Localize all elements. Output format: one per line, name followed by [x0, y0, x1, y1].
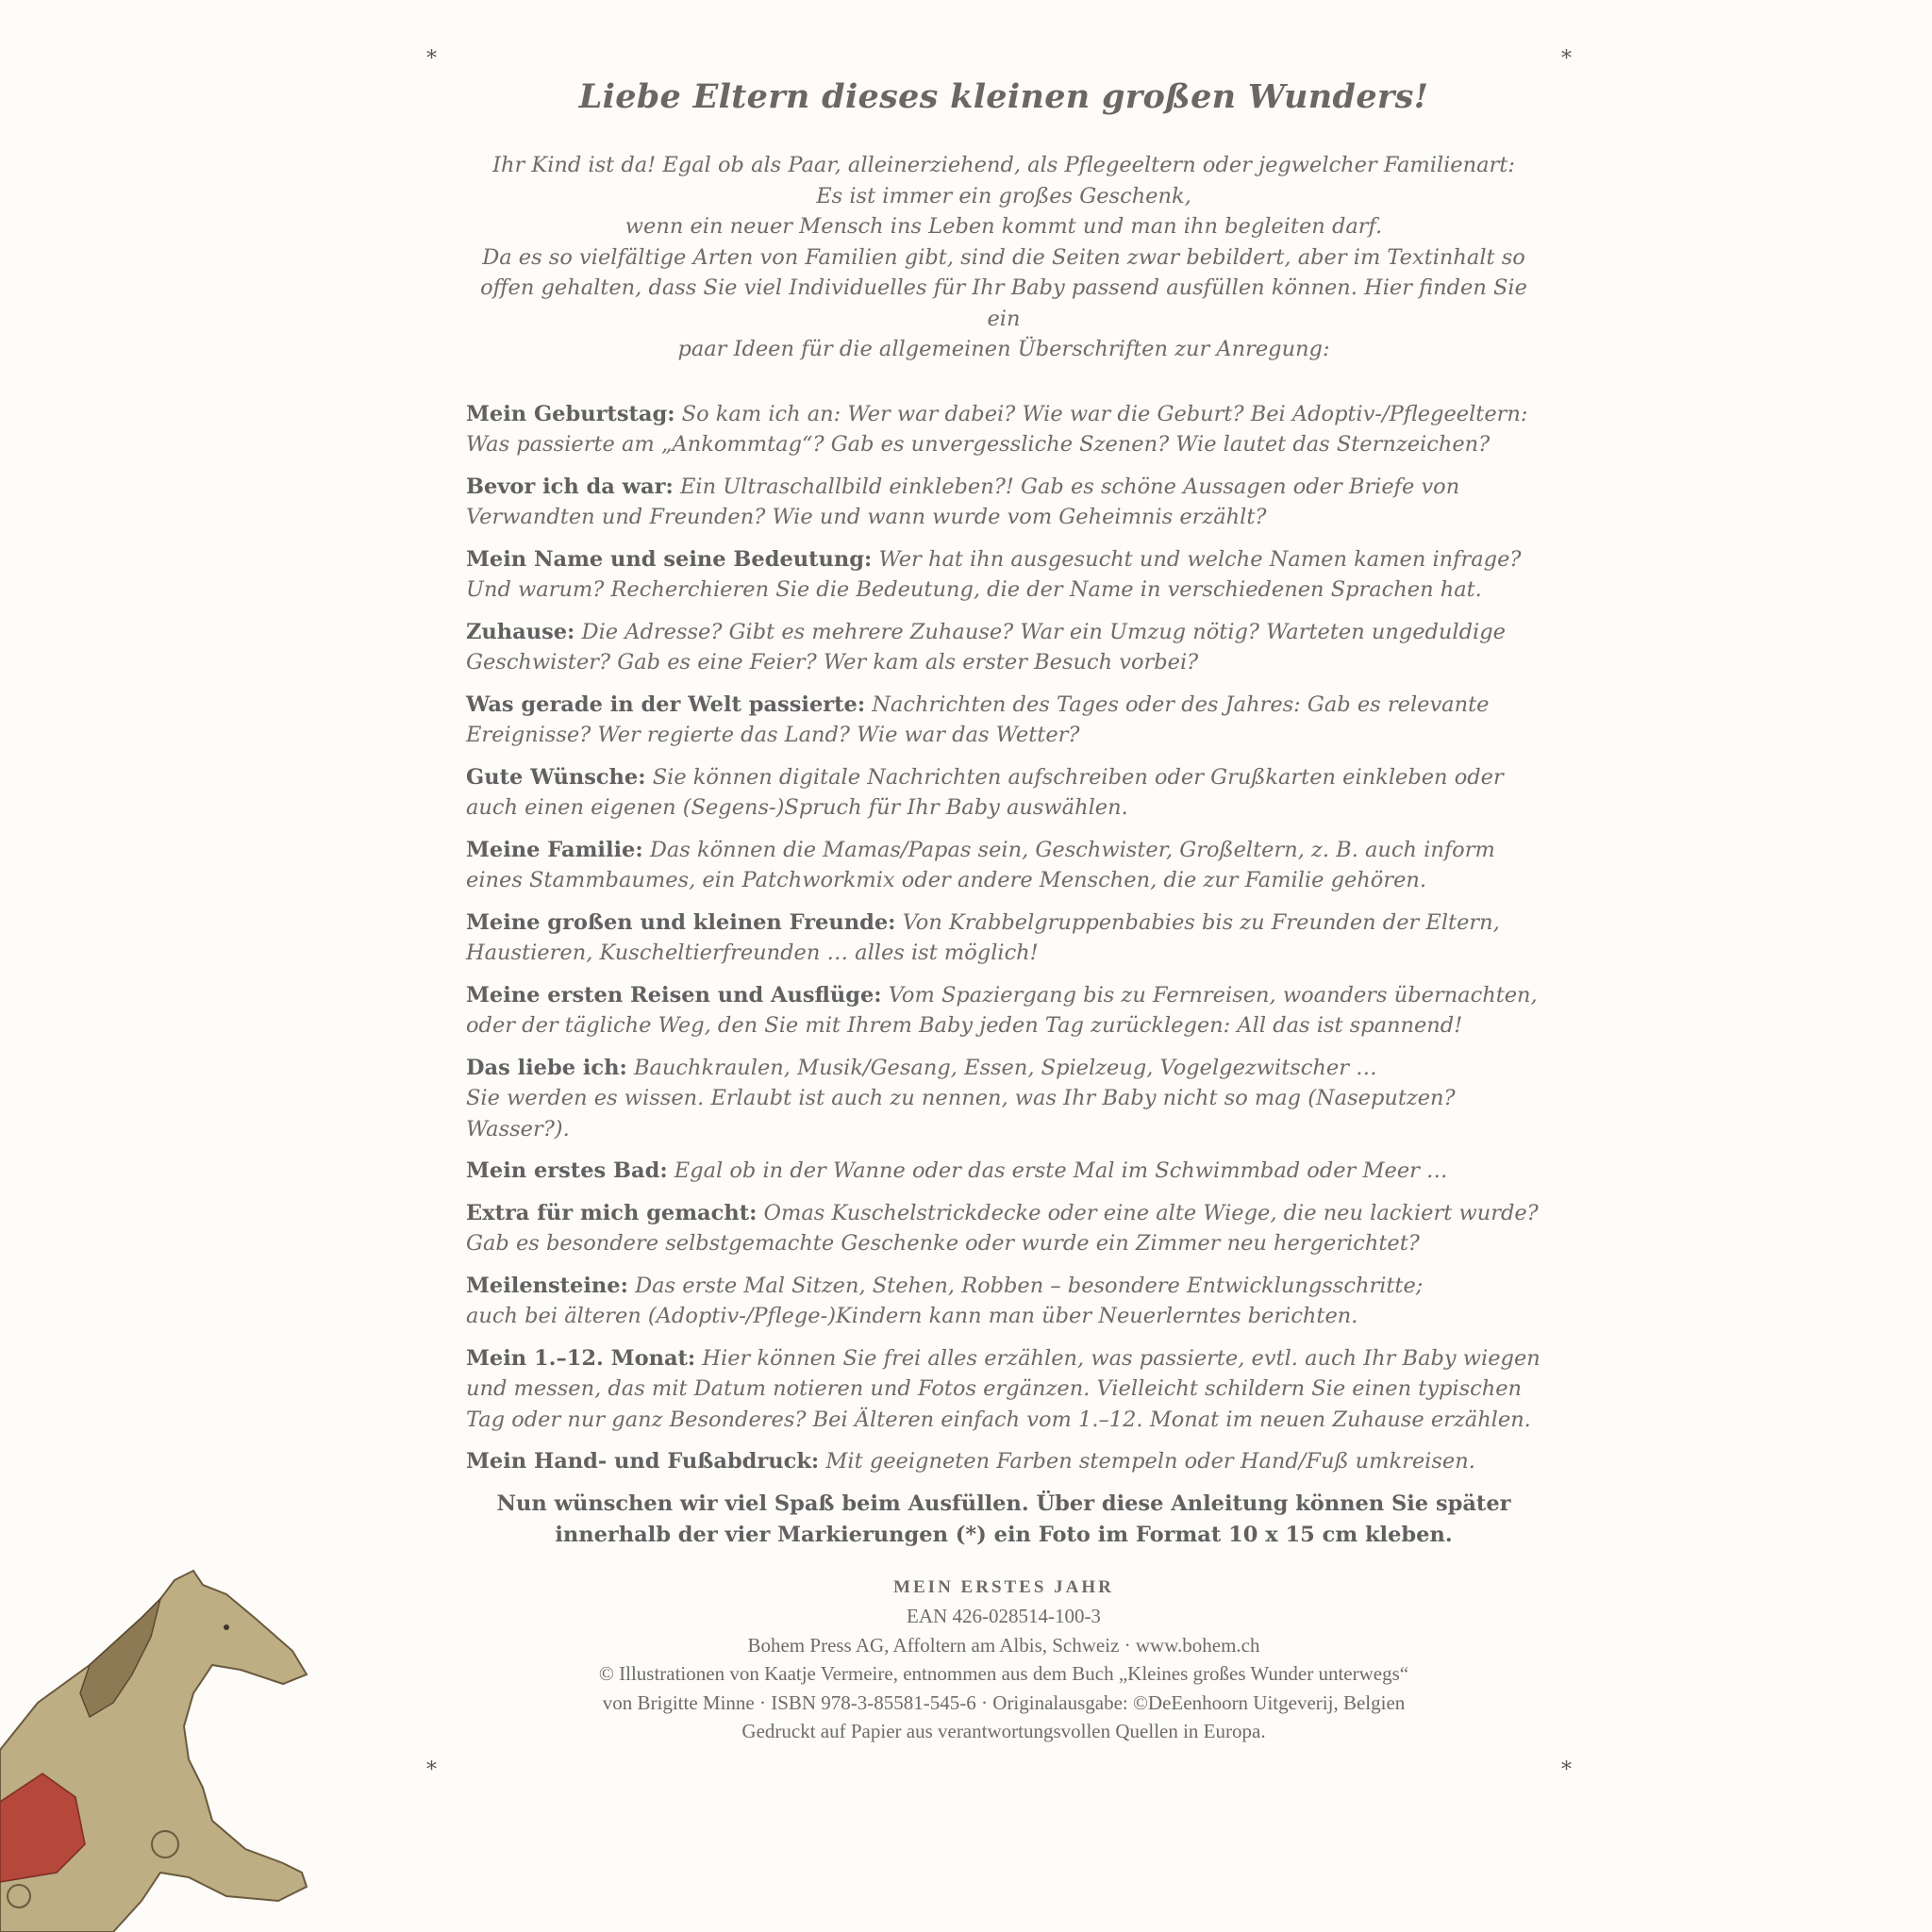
heading-idea-line: [466, 472, 1541, 503]
heading-idea: [466, 980, 1541, 1041]
heading-idea-text: Ereignisse? Wer regierte das Land? Wie war das Wetter?: [466, 723, 1080, 747]
heading-idea: [466, 617, 1541, 678]
heading-idea-text: Und warum? Recherchieren Sie die Bedeutung, die der Name in verschiedenen Sprachen hat.: [466, 577, 1482, 602]
heading-idea-text: Egal ob in der Wanne oder das erste Mal im Schwimmbad oder Meer …: [674, 1158, 1448, 1183]
intro-paragraph: [466, 150, 1541, 365]
heading-idea: [466, 1446, 1541, 1477]
heading-idea: [466, 908, 1541, 969]
printing-note: Gedruckt auf Papier aus verantwortungsvollen Quellen in Europa.: [741, 1720, 1266, 1742]
ean-code: EAN 426-028514-100-3: [907, 1605, 1101, 1627]
heading-idea: [466, 1343, 1541, 1436]
closing-line: innerhalb der vier Markierungen (*) ein Foto im Format 10 x 15 cm kleben.: [555, 1522, 1453, 1547]
heading-idea-text: Wer hat ihn ausgesucht und welche Namen kamen infrage?: [878, 546, 1522, 572]
heading-idea-line: [466, 617, 1541, 648]
heading-idea-line: [466, 835, 1541, 866]
heading-idea-text: Das erste Mal Sitzen, Stehen, Robben – besondere Entwicklungsschritte;: [635, 1273, 1424, 1298]
intro-line: offen gehalten, dass Sie viel Individuelles für Ihr Baby passend ausfüllen können. Hier finden Sie ein: [480, 275, 1527, 331]
photo-corner-mark: *: [426, 1758, 437, 1782]
author-isbn-line: von Brigitte Minne · ISBN 978-3-85581-545-6 · Originalausgabe: ©DeEenhoorn Uitgeverij, Belgien: [602, 1690, 1406, 1714]
intro-line: Ihr Kind ist da! Egal ob als Paar, alleinerziehend, als Pflegeeltern oder jegwelcher Familienart:: [492, 153, 1515, 177]
heading-idea-label: Zuhause:: [466, 619, 575, 644]
heading-idea-text: Haustieren, Kuscheltierfreunden … alles ist möglich!: [466, 941, 1039, 965]
heading-idea-text: Omas Kuschelstrickdecke oder eine alte Wiege, die neu lackiert wurde?: [763, 1200, 1539, 1225]
heading-idea: [466, 544, 1541, 606]
heading-idea: [466, 762, 1541, 824]
heading-idea-label: Meine ersten Reisen und Ausflüge:: [466, 982, 882, 1008]
heading-idea-label: Mein 1.–12. Monat:: [466, 1345, 696, 1371]
intro-line: wenn ein neuer Mensch ins Leben kommt und man ihn begleiten darf.: [625, 214, 1383, 239]
heading-idea-text: Hier können Sie frei alles erzählen, was passierte, evtl. auch Ihr Baby wiegen: [702, 1345, 1541, 1371]
heading-idea-text: oder der tägliche Weg, den Sie mit Ihrem Baby jeden Tag zurücklegen: All das ist spannend!: [466, 1013, 1463, 1038]
heading-idea-label: Bevor ich da war:: [466, 474, 674, 499]
heading-idea-text: Das können die Mamas/Papas sein, Geschwister, Großeltern, z. B. auch inform: [649, 837, 1495, 862]
illustration-credit: © Illustrationen von Kaatje Vermeire, entnommen aus dem Buch „Kleines großes Wunder unterwegs“: [598, 1662, 1409, 1685]
heading-idea-line: [466, 1156, 1541, 1187]
publisher-line: Bohem Press AG, Affoltern am Albis, Schweiz · www.bohem.ch: [747, 1633, 1260, 1657]
heading-idea-label: Extra für mich gemacht:: [466, 1200, 758, 1225]
heading-idea-text: auch einen eigenen (Segens-)Spruch für Ihr Baby auswählen.: [466, 795, 1128, 820]
heading-idea: [466, 835, 1541, 896]
heading-idea-line: [466, 762, 1541, 793]
heading-idea-text: Was passierte am „Ankommtag“? Gab es unvergessliche Szenen? Wie lautet das Sternzeichen?: [466, 432, 1491, 457]
book-title: MEIN ERSTES JAHR: [893, 1576, 1114, 1597]
heading-idea-label: Meine großen und kleinen Freunde:: [466, 909, 896, 935]
heading-idea-text: Bauchkraulen, Musik/Gesang, Essen, Spielzeug, Vogelgezwitscher …: [633, 1055, 1377, 1080]
heading-idea-text: und messen, das mit Datum notieren und Fotos ergänzen. Vielleicht schildern Sie einen typischen: [466, 1376, 1523, 1401]
heading-idea-text: So kam ich an: Wer war dabei? Wie war die Geburt? Bei Adoptiv-/Pflegeeltern:: [681, 401, 1528, 426]
heading-idea-label: Meilensteine:: [466, 1273, 628, 1298]
heading-idea-line: [466, 1446, 1541, 1477]
heading-idea: [466, 1198, 1541, 1259]
photo-corner-mark: *: [426, 47, 437, 71]
heading-idea: [466, 1053, 1541, 1145]
heading-idea-label: Mein Hand- und Fußabdruck:: [466, 1449, 820, 1474]
text-block: [466, 77, 1541, 1746]
heading-idea-text: Mit geeigneten Farben stempeln oder Hand/Fuß umkreisen.: [825, 1449, 1475, 1474]
heading-idea-text: Die Adresse? Gibt es mehrere Zuhause? War ein Umzug nötig? Warteten ungeduldige: [581, 619, 1506, 644]
heading-idea: [466, 1156, 1541, 1187]
closing-line: Nun wünschen wir viel Spaß beim Ausfüllen. Über diese Anleitung können Sie später: [496, 1491, 1511, 1516]
photo-corner-mark: *: [1561, 47, 1572, 71]
intro-line: paar Ideen für die allgemeinen Überschriften zur Anregung:: [677, 337, 1330, 361]
heading-idea-line: [466, 1271, 1541, 1302]
heading-idea-text: Verwandten und Freunden? Wie und wann wurde vom Geheimnis erzählt?: [466, 505, 1267, 529]
heading-idea-text: Von Krabbelgruppenbabies bis zu Freunden der Eltern,: [902, 909, 1500, 935]
heading-idea-line: [466, 690, 1541, 721]
heading-idea-label: Mein Name und seine Bedeutung:: [466, 546, 873, 572]
heading-idea-text: eines Stammbaumes, ein Patchworkmix oder andere Menschen, die zur Familie gehören.: [466, 868, 1427, 892]
intro-line: Da es so vielfältige Arten von Familien gibt, sind die Seiten zwar bebildert, aber im Textinhalt so: [482, 244, 1525, 270]
heading-idea-text: Vom Spaziergang bis zu Fernreisen, woanders übernachten,: [888, 982, 1538, 1008]
heading-idea-label: Gute Wünsche:: [466, 764, 646, 790]
heading-idea-text: Ein Ultraschallbild einkleben?! Gab es schöne Aussagen oder Briefe von: [679, 474, 1460, 499]
heading-idea-line: [466, 908, 1541, 939]
heading-idea-label: Mein erstes Bad:: [466, 1158, 668, 1183]
heading-idea-text: Tag oder nur ganz Besonderes? Bei Älteren einfach vom 1.–12. Monat im neuen Zuhause erzählen.: [466, 1407, 1531, 1432]
heading-idea-line: [466, 1053, 1541, 1084]
horse-eye: [224, 1624, 229, 1630]
heading-idea-text: Gab es besondere selbstgemachte Geschenke oder wurde ein Zimmer neu hergerichtet?: [466, 1231, 1420, 1256]
heading-idea: [466, 472, 1541, 533]
heading-idea-label: Meine Familie:: [466, 837, 643, 862]
intro-line: Es ist immer ein großes Geschenk,: [816, 183, 1191, 208]
rocking-horse-illustration: [0, 1561, 396, 1932]
heading-idea: [466, 1271, 1541, 1332]
page-title: Liebe Eltern dieses kleinen großen Wunders!: [578, 77, 1429, 116]
heading-idea-label: Mein Geburtstag:: [466, 401, 675, 426]
heading-idea-text: Geschwister? Gab es eine Feier? Wer kam als erster Besuch vorbei?: [466, 650, 1199, 675]
photo-corner-mark: *: [1561, 1758, 1572, 1782]
heading-idea-line: [466, 1343, 1541, 1374]
imprint: [466, 1574, 1541, 1746]
heading-idea-label: Was gerade in der Welt passierte:: [466, 691, 866, 717]
heading-idea-line: [466, 399, 1541, 430]
heading-idea: [466, 690, 1541, 751]
heading-idea-line: [466, 980, 1541, 1011]
closing-note: [466, 1489, 1541, 1551]
heading-idea-label: Das liebe ich:: [466, 1055, 627, 1080]
heading-idea-line: [466, 1198, 1541, 1229]
heading-idea-text: auch bei älteren (Adoptiv-/Pflege-)Kindern kann man über Neuerlerntes berichten.: [466, 1304, 1358, 1328]
heading-idea-text: Sie können digitale Nachrichten aufschreiben oder Grußkarten einkleben oder: [652, 764, 1504, 790]
heading-idea-line: [466, 544, 1541, 575]
heading-idea: [466, 399, 1541, 460]
heading-idea-text: Sie werden es wissen. Erlaubt ist auch zu nennen, was Ihr Baby nicht so mag (Naseputzen? Wasser?).: [466, 1086, 1456, 1141]
heading-idea-text: Nachrichten des Tages oder des Jahres: Gab es relevante: [872, 691, 1490, 717]
heading-ideas-list: [466, 399, 1541, 1477]
